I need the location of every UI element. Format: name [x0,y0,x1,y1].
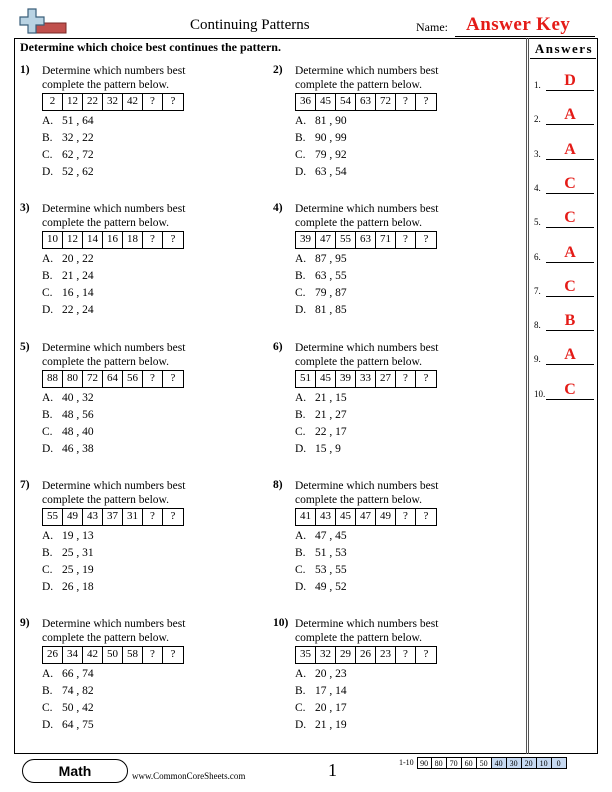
answer-number: 10. [534,388,546,399]
pattern-sequence [42,93,184,111]
name-line [455,36,595,37]
sequence-cell: 33 [356,371,376,387]
sequence-cell: 80 [63,371,83,387]
choice-option [42,251,94,268]
answer-number: 7. [534,285,541,296]
question-number: 4) [273,202,283,215]
choice-option [42,441,94,458]
answer-key-label: Answer Key [466,14,571,35]
sequence-cell: 51 [296,371,316,387]
sequence-cell: 72 [376,94,396,110]
choice-option [295,147,347,164]
question-prompt: Determine which numbers best complete the pattern below. [42,618,186,645]
question-prompt: Determine which numbers best complete the pattern below. [295,341,439,368]
choice-letter: B. [42,132,53,144]
sequence-cell: ? [143,647,163,663]
choice-text: 66 , 74 [62,668,94,681]
choice-letter: C. [295,702,306,715]
answer-item [534,312,596,332]
choice-letter: B. [295,546,306,559]
pattern-sequence [295,646,437,664]
choice-letter: D. [295,304,307,317]
choice-option [295,700,347,717]
sequence-cell: ? [423,233,429,246]
worksheet-title: Continuing Patterns [190,17,310,33]
question-prompt: Determine which numbers best complete the pattern below. [42,203,186,230]
question-number: 6) [273,340,283,353]
answer-number: 3. [534,148,541,159]
choice-text: 20 , 23 [315,668,347,681]
choice-text: 21 , 24 [62,270,94,283]
sequence-cell: 54 [336,94,356,110]
choice-letter: C. [42,287,53,300]
choice-text: 15 , 9 [315,442,341,455]
answer-number: 4. [534,182,541,193]
choice-letter: C. [42,702,53,715]
pattern-sequence [295,231,437,249]
choice-text: 63 , 55 [315,270,347,283]
sequence-cell: 37 [103,509,123,525]
sequence-cell: 10 [43,232,63,248]
website-text: www.CommonCoreSheets.com [132,771,246,781]
answers-rule [530,58,596,59]
sequence-cell: 45 [316,371,336,387]
question-prompt: Determine which numbers best complete the pattern below. [295,203,439,230]
plus-logo-icon [18,7,68,37]
choice-text: 46 , 38 [62,442,94,455]
choice-option [42,545,94,562]
sequence-cell: 49 [63,509,83,525]
answer-number: 1. [534,80,541,90]
choice-option [295,528,347,545]
choice-letter: C. [42,563,53,576]
choice-letter: C. [42,425,53,438]
sequence-cell: 55 [336,232,356,248]
choice-text: 53 , 55 [315,563,347,576]
choice-letter: D. [295,719,307,732]
sequence-cell: 47 [316,232,336,248]
choice-text: 22 , 17 [315,425,347,438]
answer-value: D [546,72,594,91]
choice-letter: D. [42,719,54,732]
question-number: 3) [20,202,30,215]
sequence-cell: 14 [83,232,103,248]
pattern-sequence [42,508,184,526]
score-cell: 10 [537,757,552,769]
choice-letter: B. [295,132,306,144]
question-number: 8) [273,478,283,491]
sequence-cell: ? [396,232,416,248]
question-prompt: Determine which numbers best complete the pattern below. [295,479,439,506]
choice-text: 79 , 87 [315,287,347,300]
sequence-cell: ? [170,233,176,246]
choice-list [42,390,94,458]
choice-letter: A. [42,253,54,266]
choice-letter: B. [42,408,53,421]
choice-letter: A. [42,668,54,681]
sequence-cell: 42 [123,94,143,110]
choice-option [42,700,94,717]
sequence-cell: ? [423,648,429,661]
choice-letter: C. [42,149,53,161]
choice-option [42,579,94,596]
answers-title: Answers [534,41,594,56]
choice-list [295,528,347,596]
choice-letter: B. [295,408,306,421]
choice-text: 48 , 56 [62,408,94,421]
choice-letter: B. [42,685,53,698]
choice-text: 20 , 17 [315,702,347,715]
sequence-cell: 43 [316,509,336,525]
choice-option [42,562,94,579]
choice-list [295,390,347,458]
sequence-cell: 26 [356,647,376,663]
answer-number: 5. [534,217,541,228]
question-prompt: Determine which numbers best complete the pattern below. [42,341,186,368]
choice-option [295,113,347,130]
name-label: Name: [416,20,448,34]
answer-value: C [546,175,594,194]
choice-text: 51 , 64 [62,115,94,127]
sequence-cell: 32 [316,647,336,663]
score-cell: 60 [462,757,477,769]
choice-list [42,666,94,734]
sequence-cell: ? [170,371,176,384]
choice-text: 49 , 52 [315,580,347,593]
sequence-cell: ? [423,95,429,107]
sequence-cell: 39 [296,232,316,248]
choice-letter: A. [42,529,54,542]
sequence-cell: 41 [296,509,316,525]
choice-letter: D. [42,580,54,593]
pattern-sequence [295,370,437,388]
sequence-cell: 72 [83,371,103,387]
question-number: 2) [273,64,283,76]
sequence-cell: ? [396,94,416,110]
choice-text: 81 , 90 [315,115,347,127]
choice-option [42,424,94,441]
answer-value: C [546,381,594,400]
sequence-cell: ? [143,94,163,110]
choice-text: 17 , 14 [315,685,347,698]
choice-list [295,666,347,734]
answer-item [534,175,596,195]
sequence-cell: 49 [376,509,396,525]
sequence-cell: 35 [296,647,316,663]
choice-letter: C. [295,149,306,161]
sequence-cell: 23 [376,647,396,663]
sequence-cell: 45 [316,94,336,110]
choice-option [42,666,94,683]
choice-text: 79 , 92 [315,149,347,161]
choice-letter: D. [295,580,307,593]
question-prompt: Determine which numbers best complete the pattern below. [295,65,439,91]
sequence-cell: 64 [103,371,123,387]
choice-text: 21 , 19 [315,719,347,732]
choice-letter: B. [295,685,306,698]
sequence-cell: 88 [43,371,63,387]
choice-option [295,562,347,579]
choice-text: 47 , 45 [315,529,347,542]
question-number: 7) [20,478,30,491]
sequence-cell: 31 [123,509,143,525]
choice-option [42,390,94,407]
answer-value: A [546,346,594,365]
answer-number: 6. [534,251,541,262]
choice-text: 25 , 19 [62,563,94,576]
pattern-sequence [42,646,184,664]
page-number: 1 [328,760,337,780]
choice-letter: D. [295,166,307,178]
sequence-cell: 12 [63,94,83,110]
sequence-cell: ? [396,371,416,387]
sequence-cell: ? [423,509,429,522]
choice-text: 90 , 99 [315,132,347,144]
question-number: 5) [20,340,30,353]
choice-list [295,113,347,181]
sequence-cell: ? [170,95,176,107]
instructions: Determine which choice best continues the pattern. [20,40,281,54]
sequence-cell: ? [143,371,163,387]
sequence-cell: 63 [356,232,376,248]
choice-letter: D. [42,166,54,178]
sequence-cell: 58 [123,647,143,663]
sequence-cell: 71 [376,232,396,248]
sequence-cell: ? [170,509,176,522]
score-cell: 0 [552,757,567,769]
sequence-cell: ? [423,371,429,384]
sequence-cell: 2 [43,94,63,110]
sequence-cell: 43 [83,509,103,525]
choice-letter: A. [42,391,54,404]
choice-letter: A. [295,529,307,542]
choice-text: 52 , 62 [62,166,94,178]
sequence-cell: 42 [83,647,103,663]
sequence-cell: ? [396,647,416,663]
score-cell: 50 [477,757,492,769]
choice-text: 16 , 14 [62,287,94,300]
choice-option [42,683,94,700]
sequence-cell: 63 [356,94,376,110]
sequence-cell: 27 [376,371,396,387]
sequence-cell: 39 [336,371,356,387]
answer-item [534,346,596,366]
answer-value: B [546,312,594,331]
sequence-cell: 12 [63,232,83,248]
choice-letter: D. [295,442,307,455]
choice-option [42,717,94,734]
sequence-cell: 47 [356,509,376,525]
choice-text: 51 , 53 [315,546,347,559]
choice-text: 19 , 13 [62,529,94,542]
score-cell: 30 [507,757,522,769]
question-prompt: Determine which numbers best complete the pattern below. [295,618,439,645]
choice-list [42,251,94,319]
choice-text: 63 , 54 [315,166,347,178]
question-number: 1) [20,64,30,76]
answer-item [534,141,596,161]
question-number: 10) [273,617,289,630]
pattern-sequence [42,231,184,249]
sequence-cell: 50 [103,647,123,663]
sequence-cell: 56 [123,371,143,387]
choice-option [295,390,347,407]
choice-option [42,302,94,319]
choice-option [295,285,347,302]
choice-text: 62 , 72 [62,149,94,161]
answer-item [534,381,596,401]
choice-option [295,130,347,147]
answers-divider [526,38,530,754]
score-cell: 40 [492,757,507,769]
sequence-cell: 36 [296,94,316,110]
choice-letter: C. [295,563,306,576]
choice-option [295,164,347,181]
choice-letter: A. [295,115,307,127]
choice-text: 32 , 22 [62,132,94,144]
choice-text: 21 , 15 [315,391,347,404]
choice-text: 87 , 95 [315,253,347,266]
pattern-sequence [295,508,437,526]
choice-option [295,407,347,424]
choice-letter: B. [42,270,53,283]
sequence-cell: 55 [43,509,63,525]
choice-letter: D. [42,304,54,317]
sequence-cell: 18 [123,232,143,248]
question-prompt: Determine which numbers best complete the pattern below. [42,479,186,506]
sequence-cell: 22 [83,94,103,110]
choice-letter: A. [295,253,307,266]
choice-letter: A. [295,391,307,404]
answer-number: 8. [534,320,541,331]
score-cell: 70 [447,757,462,769]
pattern-sequence [42,370,184,388]
choice-option [295,717,347,734]
choice-option [295,424,347,441]
answer-number: 9. [534,354,541,365]
choice-letter: B. [42,546,53,559]
pattern-sequence [295,93,437,111]
choice-option [42,147,94,164]
choice-text: 50 , 42 [62,702,94,715]
choice-list [42,528,94,596]
score-cell: 90 [417,757,432,769]
answer-item [534,278,596,298]
choice-option [42,268,94,285]
choice-option [42,164,94,181]
sequence-cell: ? [170,648,176,661]
sequence-cell: 26 [43,647,63,663]
sequence-cell: 29 [336,647,356,663]
choice-letter: A. [42,115,54,127]
answer-item [534,209,596,229]
subject-badge: Math [22,759,128,783]
choice-option [42,130,94,147]
choice-text: 81 , 85 [315,304,347,317]
choice-text: 20 , 22 [62,253,94,266]
choice-letter: A. [295,668,307,681]
answer-value: C [546,209,594,228]
choice-option [295,251,347,268]
sequence-cell: 34 [63,647,83,663]
choice-letter: C. [295,287,306,300]
choice-letter: D. [42,442,54,455]
sequence-cell: ? [143,509,163,525]
sequence-cell: 32 [103,94,123,110]
choice-option [295,441,347,458]
answer-value: A [546,141,594,160]
sequence-cell: ? [143,232,163,248]
choice-option [42,113,94,130]
choice-letter: C. [295,425,306,438]
choice-list [295,251,347,319]
sequence-cell: 45 [336,509,356,525]
choice-text: 64 , 75 [62,719,94,732]
answer-value: C [546,278,594,297]
answer-value: A [546,244,594,263]
question-number: 9) [20,617,30,630]
answer-item [534,106,596,126]
choice-option [295,683,347,700]
choice-option [295,579,347,596]
score-cell: 20 [522,757,537,769]
choice-option [295,545,347,562]
choice-option [295,302,347,319]
choice-text: 26 , 18 [62,580,94,593]
choice-option [295,268,347,285]
choice-option [42,528,94,545]
score-table [396,757,567,769]
choice-text: 48 , 40 [62,425,94,438]
question-prompt: Determine which numbers best complete the pattern below. [42,65,186,91]
sequence-cell: ? [396,509,416,525]
choice-letter: B. [295,270,306,283]
answer-item [534,72,596,92]
choice-text: 21 , 27 [315,408,347,421]
answer-value: A [546,106,594,125]
choice-text: 40 , 32 [62,391,94,404]
sequence-cell: 16 [103,232,123,248]
answer-item [534,244,596,264]
choice-option [295,666,347,683]
choice-text: 74 , 82 [62,685,94,698]
choice-option [42,407,94,424]
choice-text: 22 , 24 [62,304,94,317]
answer-number: 2. [534,114,541,125]
score-cell: 80 [432,757,447,769]
choice-option [42,285,94,302]
choice-list [42,113,94,181]
choice-text: 25 , 31 [62,546,94,559]
score-label: 1-10 [399,758,414,767]
